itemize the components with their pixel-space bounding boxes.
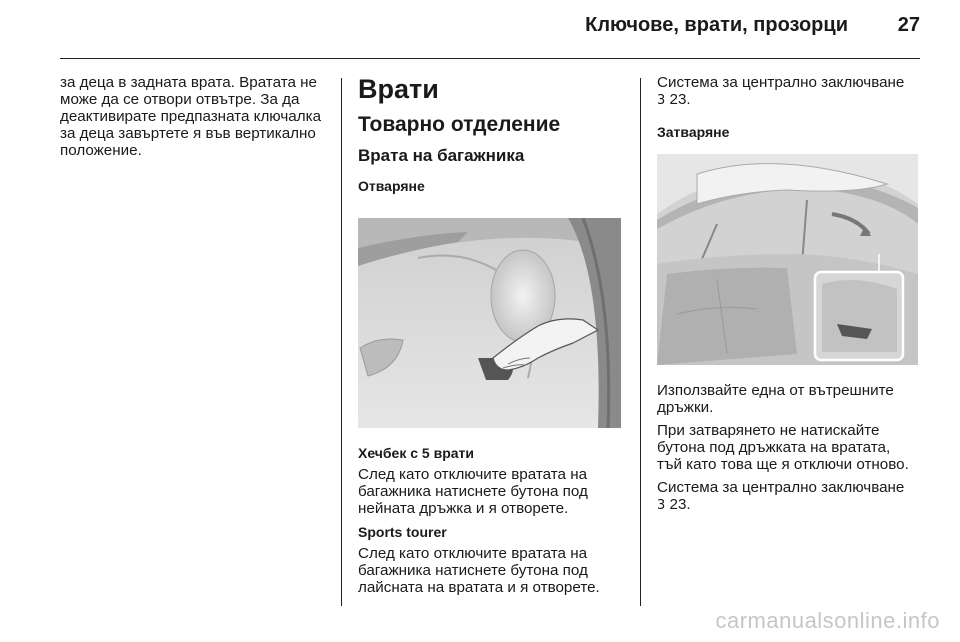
central-lock-text: Система за централно заключване — [657, 74, 905, 91]
tailgate-interior-illustration — [657, 154, 918, 365]
handles-paragraph: Използвайте една от вътрешните дръжки. — [657, 382, 894, 416]
subheading-hatchback: Хечбек с 5 врати — [358, 445, 474, 461]
header-rule — [60, 58, 920, 59]
page-reference-arrow-2: 3 — [657, 498, 666, 513]
figure-tailgate-opening — [358, 218, 621, 428]
subheading-closing: Затваряне — [657, 124, 730, 140]
hatchback-paragraph: След като отключите вратата на багажника натиснете бутона под нейната дръжка и я отворете. — [358, 466, 588, 517]
section-heading-doors: Врати — [358, 74, 439, 104]
page-reference-arrow: 3 — [657, 93, 666, 108]
column-2 — [358, 74, 623, 203]
subheading-opening: Отваряне — [358, 178, 425, 194]
section-heading-cargo: Товарно отделение — [358, 113, 561, 136]
column-divider-2 — [640, 78, 641, 606]
header-title: Ключове, врати, прозорци — [585, 14, 848, 36]
sports-tourer-paragraph: След като отключите вратата на багажника натиснете бутона под лайсната на вратата и я отворете. — [358, 545, 600, 596]
section-heading-tailgate: Врата на багажника — [358, 146, 525, 165]
page-reference: 23. — [669, 91, 691, 108]
column-divider-1 — [341, 78, 342, 606]
page-reference-2: 23. — [669, 496, 691, 513]
tailgate-handle-illustration — [358, 218, 621, 428]
column-2-lower — [358, 444, 623, 602]
central-lock-reference — [657, 74, 919, 109]
central-lock-reference-2 — [657, 479, 919, 514]
page-number: 27 — [897, 14, 920, 36]
watermark: carmanualsonline.info — [715, 608, 940, 633]
column-3-lower — [657, 382, 919, 520]
column-1 — [60, 74, 328, 165]
child-lock-paragraph: за деца в задната врата. Вратата не може да се отвори отвътре. За да деактивирате предпазната ключалка за деца завъртете я във вертикално положение. — [60, 74, 322, 159]
subheading-sports-tourer: Sports tourer — [358, 524, 447, 540]
closing-paragraph: При затварянето не натискайте бутона под дръжката на вратата, тъй като това ще я отключи отново. — [657, 422, 909, 473]
central-lock-text-2: Система за централно заключване — [657, 479, 905, 496]
figure-tailgate-closing — [657, 154, 918, 365]
column-3 — [657, 74, 919, 149]
